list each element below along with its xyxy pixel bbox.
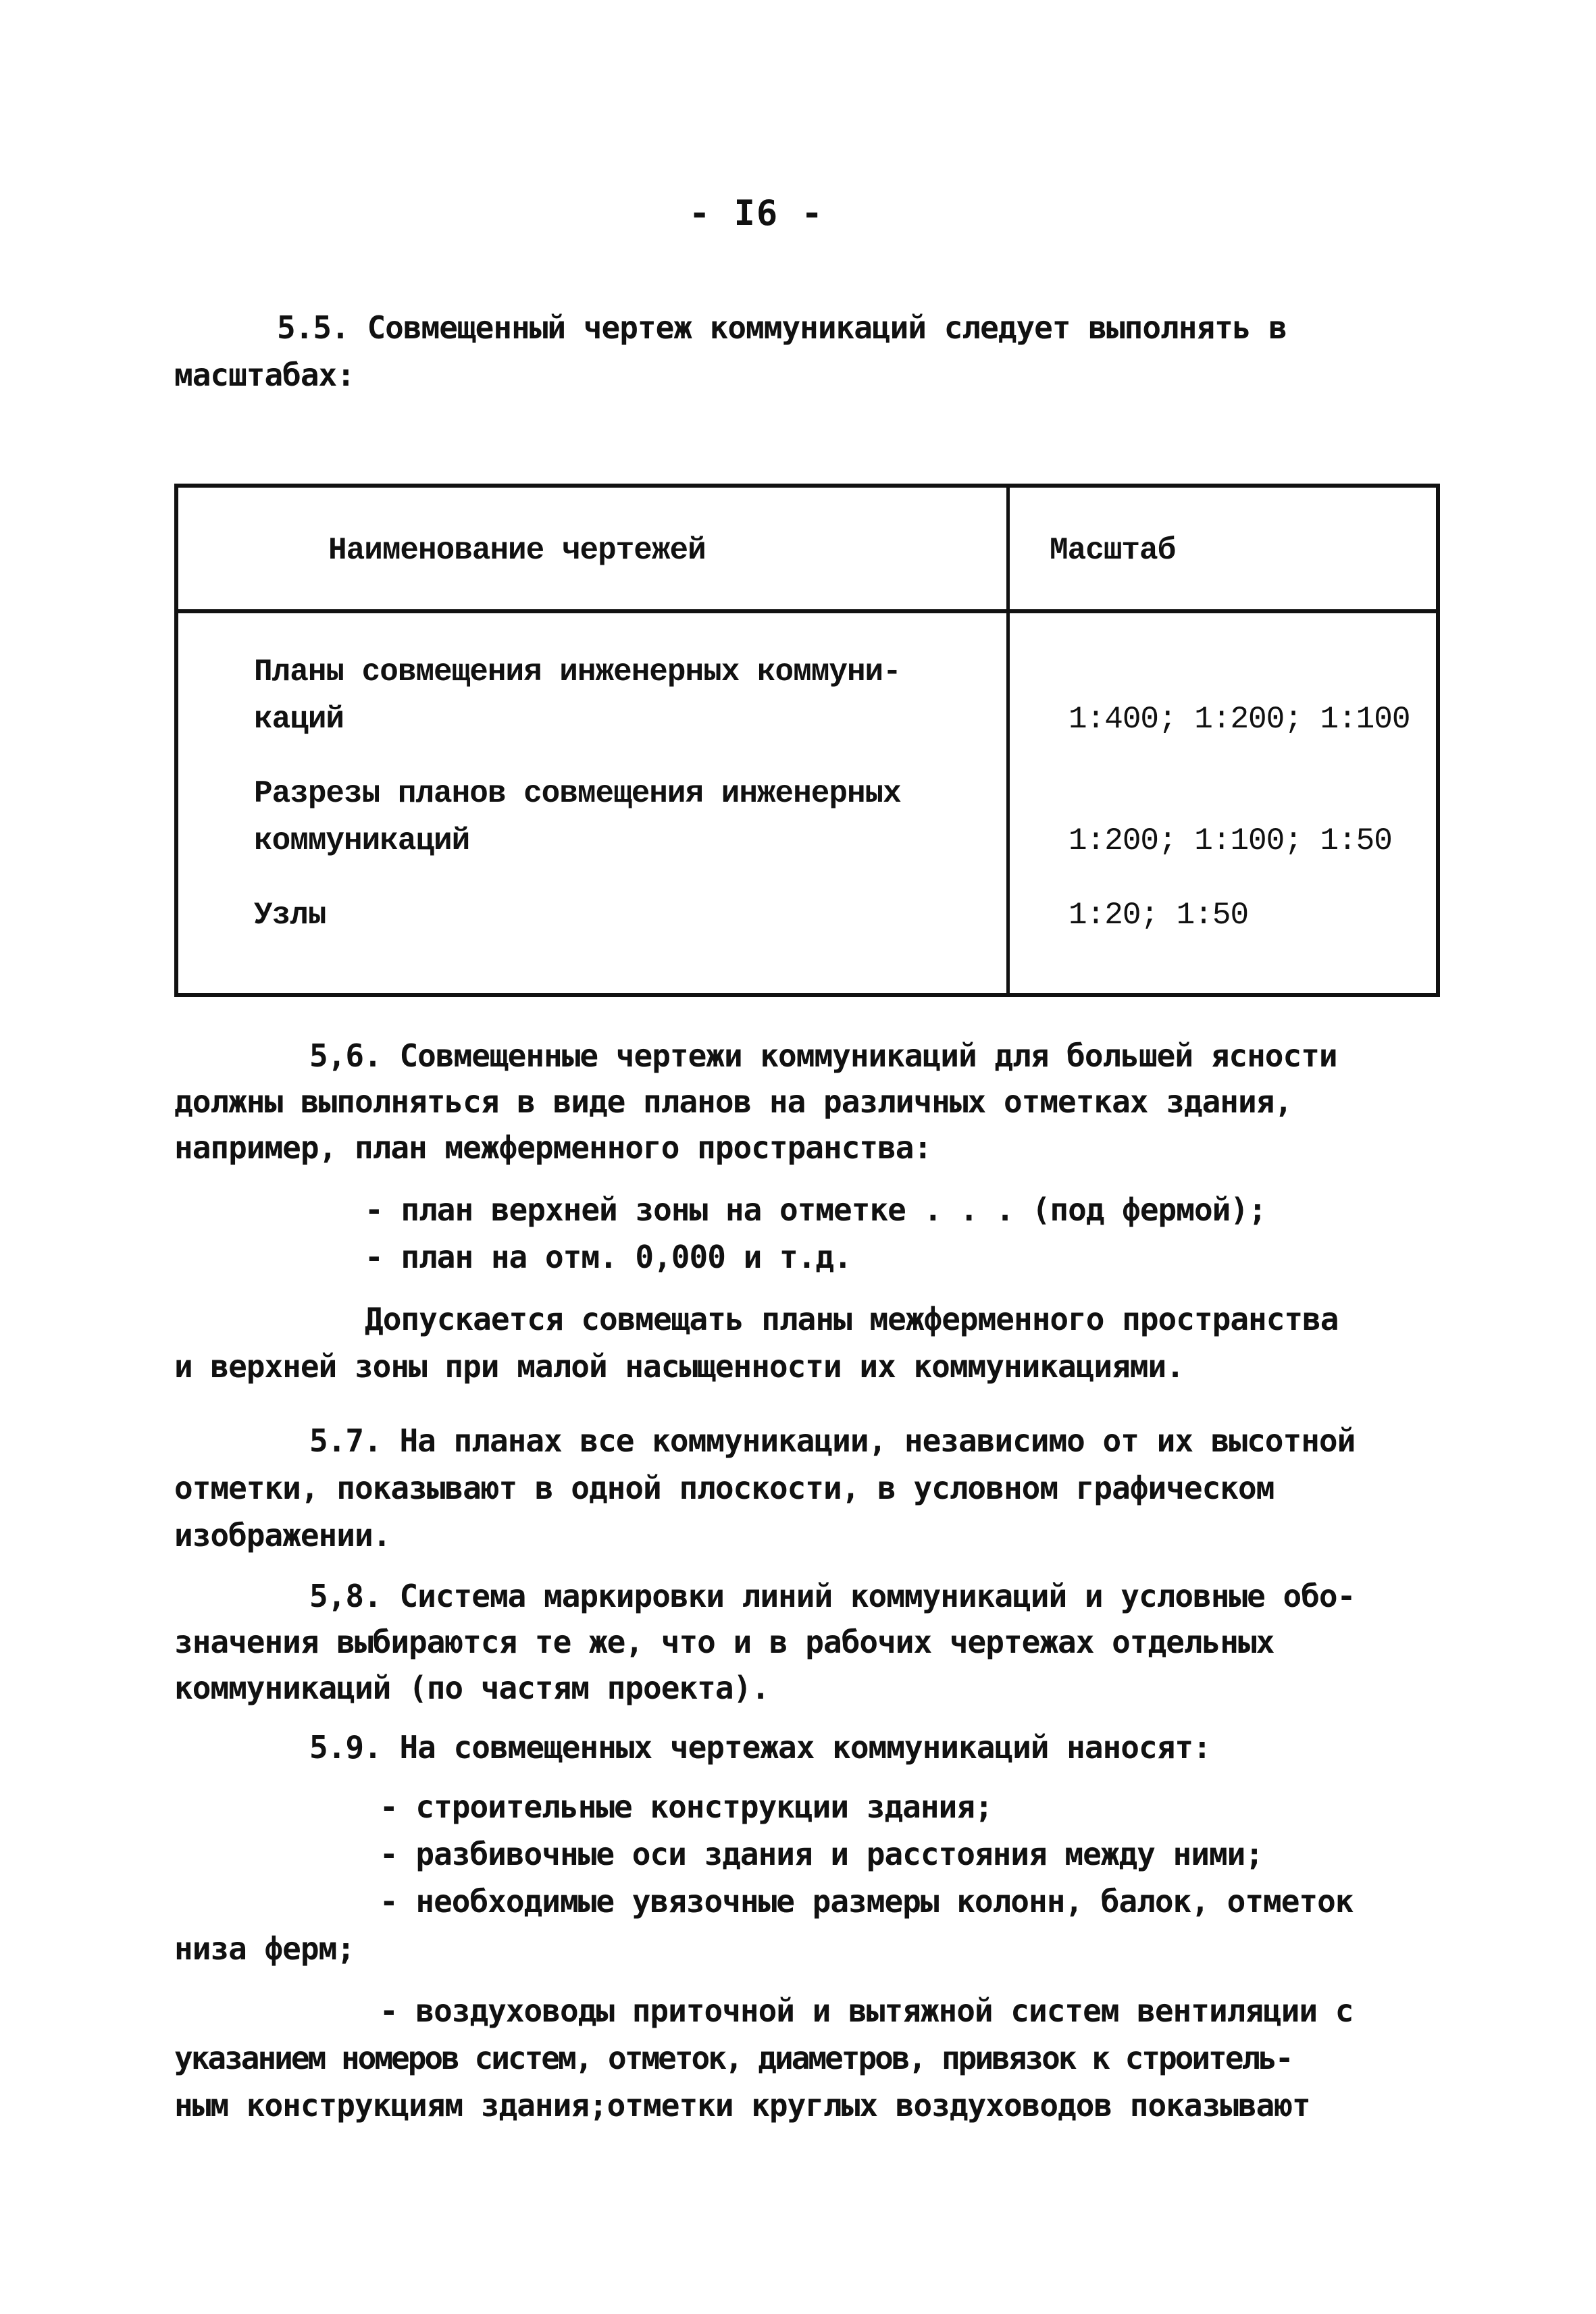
table-header-name: Наименование чертежей <box>328 533 706 568</box>
section-5-6-note-line-1: Допускается совмещать планы межферменного пространства <box>365 1301 1339 1337</box>
section-5-9-bullet-4-line-2: указанием номеров систем, отметок, диаметров, привязок к строитель- <box>174 2040 1292 2076</box>
section-5-5-line-2: масштабах: <box>174 357 355 393</box>
table-row-1-name-line-1: Планы совмещения инженерных коммуни- <box>254 654 901 690</box>
section-5-9-bullet-2: - разбивочные оси здания и расстояния между ними; <box>380 1836 1264 1872</box>
section-5-9-bullet-1: - строительные конструкции здания; <box>380 1789 993 1825</box>
section-5-7-line-1: 5.7. На планах все коммуникации, независимо от их высотной <box>309 1422 1356 1459</box>
scales-table <box>174 484 1440 997</box>
section-5-5-line-1: 5.5. Совмещенный чертеж коммуникаций следует выполнять в <box>277 309 1287 346</box>
table-row-3-scale: 1:20; 1:50 <box>1069 898 1249 933</box>
table-row-2-name-line-1: Разрезы планов совмещения инженерных <box>254 776 901 811</box>
section-5-6-note-line-2: и верхней зоны при малой насыщенности их коммуникациями. <box>174 1348 1184 1385</box>
section-5-6-line-1: 5,6. Совмещенные чертежи коммуникаций для большей ясности <box>309 1037 1337 1074</box>
section-5-6-bullet-2: - план на отм. 0,000 и т.д. <box>365 1239 852 1275</box>
page-number: - I6 - <box>689 193 824 234</box>
table-row-3-name-line-1: Узлы <box>254 898 326 933</box>
section-5-9-bullet-4-line-3: ным конструкциям здания;отметки круглых воздуховодов показывают <box>174 2087 1310 2124</box>
section-5-6-bullet-1: - план верхней зоны на отметке . . . (под фермой); <box>365 1191 1266 1228</box>
table-row-1-name-line-2: каций <box>254 702 344 737</box>
section-5-9-bullet-3-line-1: - необходимые увязочные размеры колонн, балок, отметок <box>380 1883 1354 1920</box>
section-5-7-line-2: отметки, показывают в одной плоскости, в условном графическом <box>174 1470 1275 1506</box>
table-header-divider <box>178 609 1436 613</box>
section-5-6-line-3: например, план межферменного пространства: <box>174 1129 932 1166</box>
section-5-8-line-3: коммуникаций (по частям проекта). <box>174 1670 769 1706</box>
section-5-9-line-1: 5.9. На совмещенных чертежах коммуникаций наносят: <box>309 1729 1211 1766</box>
table-header-scale: Масштаб <box>1050 533 1176 568</box>
section-5-9-bullet-3-line-2: низа ферм; <box>174 1930 355 1967</box>
table-column-divider <box>1006 488 1010 993</box>
section-5-7-line-3: изображении. <box>174 1517 391 1553</box>
section-5-9-bullet-4-line-1: - воздуховоды приточной и вытяжной систем вентиляции с <box>380 1992 1354 2029</box>
table-row-2-name-line-2: коммуникаций <box>254 823 470 858</box>
table-row-2-scale: 1:200; 1:100; 1:50 <box>1069 823 1392 858</box>
section-5-8-line-1: 5,8. Система маркировки линий коммуникаций и условные обо- <box>309 1578 1356 1614</box>
section-5-8-line-2: значения выбираются те же, что и в рабочих чертежах отдельных <box>174 1624 1275 1660</box>
section-5-6-line-2: должны выполняться в виде планов на различных отметках здания, <box>174 1083 1293 1120</box>
table-row-1-scale: 1:400; 1:200; 1:100 <box>1069 702 1410 737</box>
